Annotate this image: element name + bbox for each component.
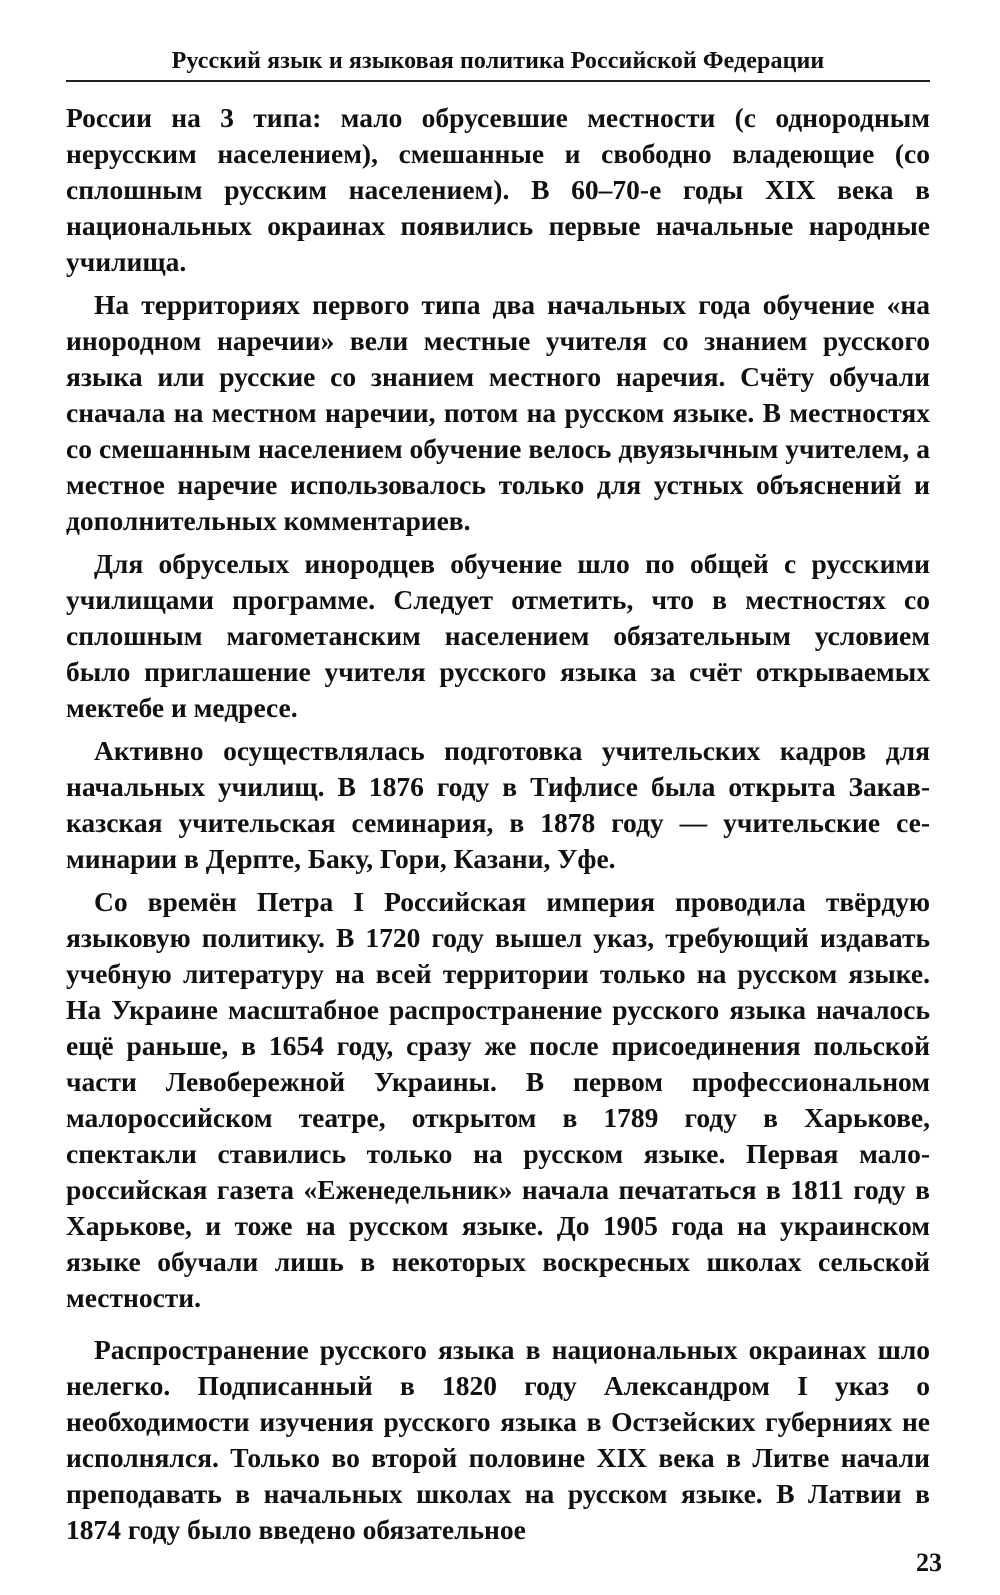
running-header-title: Русский язык и языковая политика Российской Федерации xyxy=(171,48,825,74)
page-number: 23 xyxy=(916,1548,942,1577)
paragraph-continuation: России на 3 типа: мало обрусевшие местности (с однородным нерусским населением), смешанные и свободно владеющие (со сплошным русским населением). В 60–70-е годы XIX века в национальных окраинах появились первые начальные народные училища. xyxy=(66,102,930,277)
paragraph: Активно осуществлялась подготовка учительских кадров для начальных училищ. В 1876 году в Тифлисе была открыта Закавказская учительская семинария, в 1878 году — учительские семинарии в Дерпте, Баку, Гори, Казани, Уфе. xyxy=(66,735,930,874)
paragraph: Для обруселых инородцев обучение шло по общей с русскими училищами программе. Следует отметить, что в местностях со сплошным магометанским населением обязательным условием было приглашение учителя русского языка за счёт открываемых мектебе и медресе. xyxy=(66,548,930,723)
paragraph: Со времён Петра I Российская империя проводила твёрдую языковую политику. В 1720 году вышел указ, требующий издавать учебную литературу на всей территории только на русском языке. На Украине масштабное распространение русского языка началось ещё раньше, в 1654 году, сразу же после присоединения польской части Левобережной Украины. В первом профессиональном малороссийском театре, открытом в 1789 году в Харькове, спектакли ставились только на русском языке. Первая малороссийская газета «Еженедельник» начала печататься в 1811 году в Харькове, и тоже на русском языке. До 1905 года на украинском языке обучали лишь в некоторых воскресных школах сельской местности. xyxy=(66,886,930,1313)
paragraph: Распространение русского языка в национальных окраинах шло нелегко. Подписанный в 1820 году Александром I указ о необходимости изучения русского языка в Остзейских губерниях не исполнялся. Только во второй половине XIX века в Литве начали преподавать в начальных школах на русском языке. В Латвии в 1874 году было введено обязательное xyxy=(66,1334,930,1545)
paragraph: На территориях первого типа два начальных года обучение «на инородном наречии» вели местные учителя со знанием русского языка или русские со знанием местного наречия. Счёту обучали сначала на местном наречии, потом на русском языке. В местностях со смешанным населением обучение велось двуязычным учителем, а местное наречие использовалось только для устных объяснений и дополнительных комментариев. xyxy=(66,289,930,536)
running-header xyxy=(66,44,930,82)
page-body xyxy=(66,100,930,1548)
